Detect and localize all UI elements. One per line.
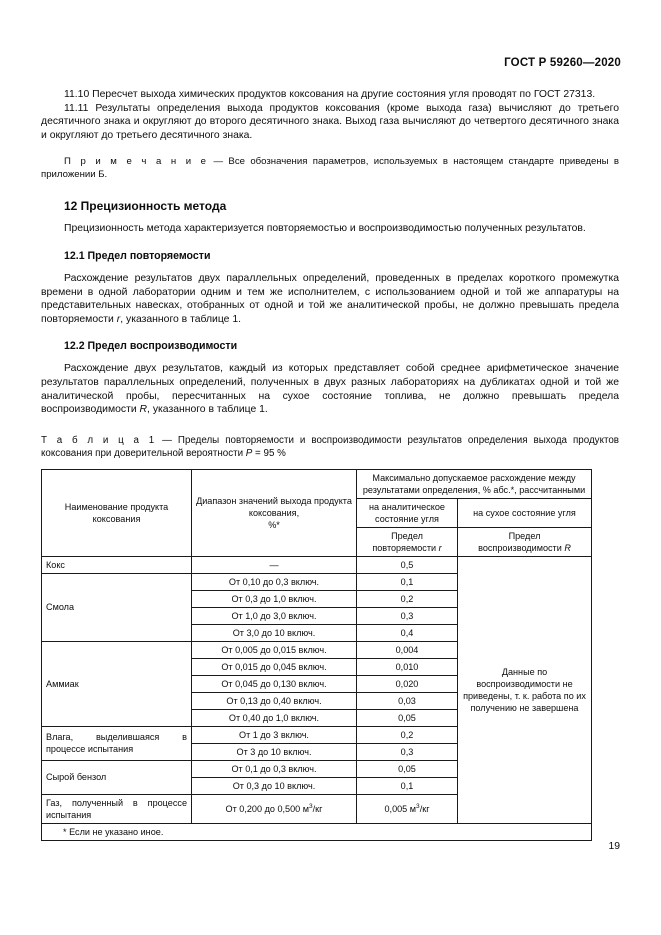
table-body xyxy=(42,556,592,823)
subsection-title-12-1: 12.1 Предел повторяемости xyxy=(64,249,211,262)
spacer xyxy=(41,236,619,249)
cell-product-name: Сырой бензол xyxy=(42,760,192,794)
cell-repeatability-limit: 0,2 xyxy=(357,590,458,607)
spacer xyxy=(41,326,619,339)
header-analytic-state: на аналитическое состояние угля xyxy=(357,498,458,527)
paragraph-12-1: Расхождение результатов двух параллельных определений, проведенных в пределах короткого промежутка времени в одной лаборатории одним и тем же исполнителем, с использованием одной и той же аппаратуры на представительных навесках, отобранных от одной и той же аналитической пробы, не должно превышать предела повторяемости r, указанного в таблице 1. xyxy=(41,272,619,325)
table-footnote-row xyxy=(42,823,592,840)
cell-repeatability-limit: 0,1 xyxy=(357,777,458,794)
cell-yield-range: От 0,3 до 10 включ. xyxy=(192,777,357,794)
cell-reproducibility-note: Данные по воспроизводимости не приведены, т. к. работа по их получению не завершена xyxy=(458,556,592,823)
spacer xyxy=(41,417,619,434)
cell-repeatability-limit: 0,05 xyxy=(357,709,458,726)
spacer xyxy=(41,354,619,362)
cell-repeatability-limit: 0,3 xyxy=(357,607,458,624)
cell-yield-range: От 0,1 до 0,3 включ. xyxy=(192,760,357,777)
spacer xyxy=(41,181,619,198)
paragraph-11-11: 11.11 Результаты определения выхода продуктов коксования (кроме выхода газа) вычисляют до третьего десятичного знака и округляют до второго десятичного знака. Выход газа вычисляют до четвертого десятичного знака и округляют до третьего десятичного знака. xyxy=(41,102,619,141)
cell-yield-range: От 0,015 до 0,045 включ. xyxy=(192,658,357,675)
header-reproducibility-limit-line1: Предел xyxy=(508,530,541,541)
cell-repeatability-limit: 0,1 xyxy=(357,573,458,590)
spacer xyxy=(41,214,619,222)
table-header-row-1 xyxy=(42,469,592,498)
header-reproducibility-limit-line2: воспроизводимости R xyxy=(478,542,571,553)
cell-repeatability-limit: 0,005 $м^3/кг$ xyxy=(357,794,458,823)
section-title-12: 12 Прецизионность метода xyxy=(64,199,227,214)
header-reproducibility-limit xyxy=(458,527,592,556)
cell-product-name: Кокс xyxy=(42,556,192,573)
cell-repeatability-limit: 0,2 xyxy=(357,726,458,743)
cell-yield-range: От 0,005 до 0,015 включ. xyxy=(192,641,357,658)
header-max-divergence-group: Максимально допускаемое расхождение между результатами определения, % абс.*, рассчитанными xyxy=(357,469,592,498)
cell-product-name: Смола xyxy=(42,573,192,641)
header-yield-range xyxy=(192,469,357,556)
cell-repeatability-limit: 0,5 xyxy=(357,556,458,573)
note-block xyxy=(41,155,619,181)
header-yield-range-line3: %* xyxy=(268,519,280,530)
spacer xyxy=(41,142,619,155)
cell-yield-range: От 3 до 10 включ. xyxy=(192,743,357,760)
header-yield-range-line1: Диапазон значений выхода продукта xyxy=(196,495,352,506)
cell-repeatability-limit: 0,03 xyxy=(357,692,458,709)
cell-repeatability-limit: 0,3 xyxy=(357,743,458,760)
header-repeatability-limit xyxy=(357,527,458,556)
cell-product-name: Аммиак xyxy=(42,641,192,726)
table-row xyxy=(42,556,592,573)
cell-yield-range: От 0,200 до 0,500 $м^3/кг$ xyxy=(192,794,357,823)
spacer xyxy=(41,264,619,272)
table-footnote xyxy=(42,823,592,840)
cell-repeatability-limit: 0,010 xyxy=(357,658,458,675)
table-caption xyxy=(41,434,619,460)
cell-yield-range: От 0,045 до 0,130 включ. xyxy=(192,675,357,692)
cell-yield-range: От 3,0 до 10 включ. xyxy=(192,624,357,641)
cell-yield-range: От 0,10 до 0,3 включ. xyxy=(192,573,357,590)
cell-product-name: Влага, выделившаяся в процессе испытания xyxy=(42,726,192,760)
page-number: 19 xyxy=(608,841,620,852)
cell-repeatability-limit: 0,05 xyxy=(357,760,458,777)
cell-yield-range: — xyxy=(192,556,357,573)
cell-repeatability-limit: 0,004 xyxy=(357,641,458,658)
table-footnote-text: * Если не указано иное. xyxy=(63,826,164,837)
note-label: П р и м е ч а н и е xyxy=(64,156,209,168)
header-repeatability-limit-line1: Предел xyxy=(391,530,423,541)
cell-product-name: Газ, полученный в процессе испытания xyxy=(42,794,192,823)
table-caption-text: — Пределы повторяемости и воспроизводимости результатов определения выхода продуктов коксования при доверительной вероятности P = 95 % xyxy=(41,434,619,459)
precision-limits-table xyxy=(41,469,592,841)
cell-yield-range: От 1 до 3 включ. xyxy=(192,726,357,743)
note-text: — Все обозначения параметров, используемых в настоящем стандарте приведены в приложении Б. xyxy=(41,156,619,181)
cell-repeatability-limit: 0,020 xyxy=(357,675,458,692)
table-head xyxy=(42,469,592,556)
cell-repeatability-limit: 0,4 xyxy=(357,624,458,641)
subsection-title-12-2: 12.2 Предел воспроизводимости xyxy=(64,340,238,353)
cell-yield-range: От 0,40 до 1,0 включ. xyxy=(192,709,357,726)
table-caption-label: Т а б л и ц а 1 xyxy=(41,434,157,446)
paragraph-12-2: Расхождение двух результатов, каждый из которых представляет собой среднее арифметическое значение результатов параллельных определений, полученных в двух разных лабораториях на дубликатах одной и той же аналитической пробы, пересчитанных на сухое состояние топлива, не должно превышать предела воспроизводимости R, указанного в таблице 1. xyxy=(41,363,619,416)
table-foot xyxy=(42,823,592,840)
cell-yield-range: От 1,0 до 3,0 включ. xyxy=(192,607,357,624)
paragraph-12-intro: Прецизионность метода характеризуется повторяемостью и воспроизводимостью полученных результатов. xyxy=(64,223,586,235)
cell-yield-range: От 0,3 до 1,0 включ. xyxy=(192,590,357,607)
page-header-standard-id: ГОСТ Р 59260—2020 xyxy=(504,57,621,69)
header-product-name: Наименование продукта коксования xyxy=(42,469,192,556)
header-yield-range-line2: коксования, xyxy=(248,507,300,518)
header-dry-state: на сухое состояние угля xyxy=(458,498,592,527)
cell-yield-range: От 0,13 до 0,40 включ. xyxy=(192,692,357,709)
header-repeatability-limit-line2: повторяемости r xyxy=(372,542,442,553)
document-content xyxy=(41,88,619,841)
paragraph-11-10: 11.10 Пересчет выхода химических продуктов коксования на другие состояния угля проводят по ГОСТ 27313. xyxy=(64,89,596,100)
